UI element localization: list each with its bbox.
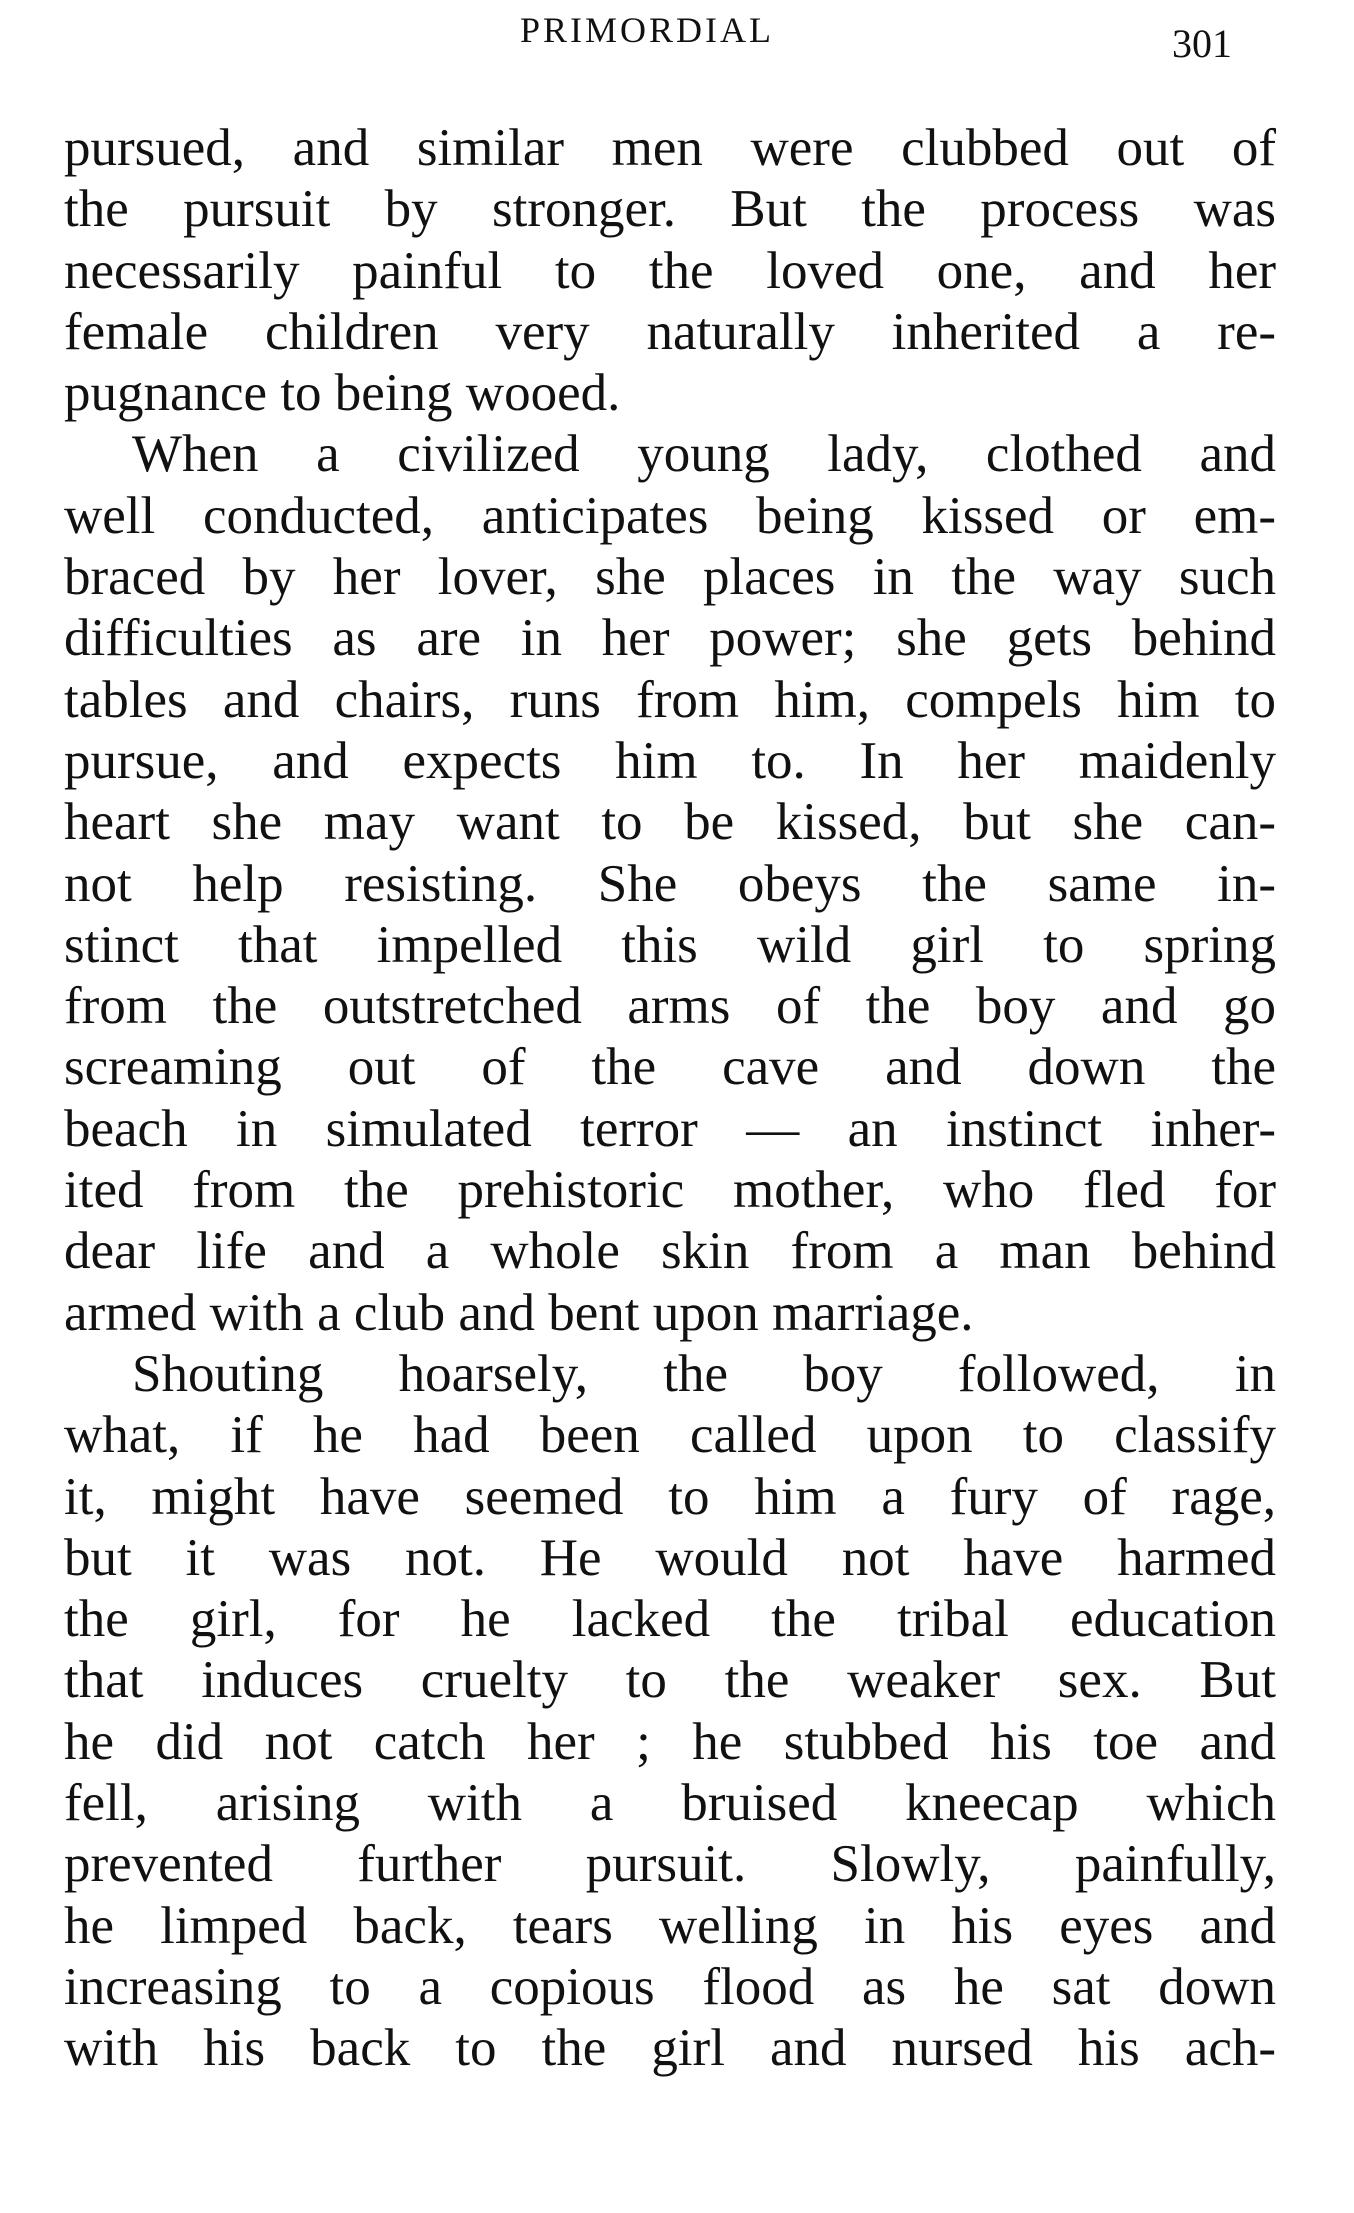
text-line: prevented further pursuit. Slowly, painfully,	[64, 1835, 1276, 1894]
text-line: ited from the prehistoric mother, who fled for	[64, 1161, 1276, 1220]
text-line: what, if he had been called upon to classify	[64, 1406, 1276, 1465]
text-line: increasing to a copious flood as he sat down	[64, 1957, 1276, 2016]
text-line: beach in simulated terror — an instinct inher-	[64, 1099, 1276, 1158]
body-text	[64, 118, 1276, 2080]
text-line: he did not catch her ; he stubbed his toe and	[64, 1712, 1276, 1771]
text-line: pursue, and expects him to. In her maidenly	[64, 731, 1276, 790]
text-line: heart she may want to be kissed, but she can-	[64, 793, 1276, 852]
text-line: dear life and a whole skin from a man behind	[64, 1222, 1276, 1281]
text-line: stinct that impelled this wild girl to spring	[64, 915, 1276, 974]
text-line: screaming out of the cave and down the	[64, 1038, 1276, 1097]
text-line: the pursuit by stronger. But the process was	[64, 180, 1276, 239]
text-line: from the outstretched arms of the boy and go	[64, 977, 1276, 1036]
text-line: but it was not. He would not have harmed	[64, 1528, 1276, 1587]
text-line: it, might have seemed to him a fury of rage,	[64, 1467, 1276, 1526]
text-line: that induces cruelty to the weaker sex. But	[64, 1651, 1276, 1710]
text-line: female children very naturally inherited a re-	[64, 302, 1276, 361]
page-number: 301	[1172, 21, 1232, 66]
text-line: fell, arising with a bruised kneecap which	[64, 1774, 1276, 1833]
text-line: pursued, and similar men were clubbed out of	[64, 119, 1276, 177]
running-head	[0, 4, 1354, 64]
text-line: Shouting hoarsely, the boy followed, in	[132, 1344, 1276, 1403]
chapter-title: PRIMORDIAL	[520, 10, 775, 50]
text-line: armed with a club and bent upon marriage.	[64, 1283, 974, 1342]
text-line: necessarily painful to the loved one, and her	[64, 241, 1276, 300]
text-line: not help resisting. She obeys the same in-	[64, 854, 1276, 913]
text-line: well conducted, anticipates being kissed or em-	[64, 486, 1276, 545]
text-line: pugnance to being wooed.	[64, 364, 621, 423]
text-line: tables and chairs, runs from him, compels him to	[64, 670, 1276, 729]
text-line: he limped back, tears welling in his eyes and	[64, 1896, 1276, 1955]
text-line: with his back to the girl and nursed his ach-	[64, 2019, 1276, 2078]
text-line: the girl, for he lacked the tribal education	[64, 1590, 1276, 1649]
text-line: When a civilized young lady, clothed and	[132, 425, 1276, 484]
text-line: braced by her lover, she places in the way such	[64, 548, 1276, 607]
text-line: difficulties as are in her power; she gets behind	[64, 609, 1276, 668]
